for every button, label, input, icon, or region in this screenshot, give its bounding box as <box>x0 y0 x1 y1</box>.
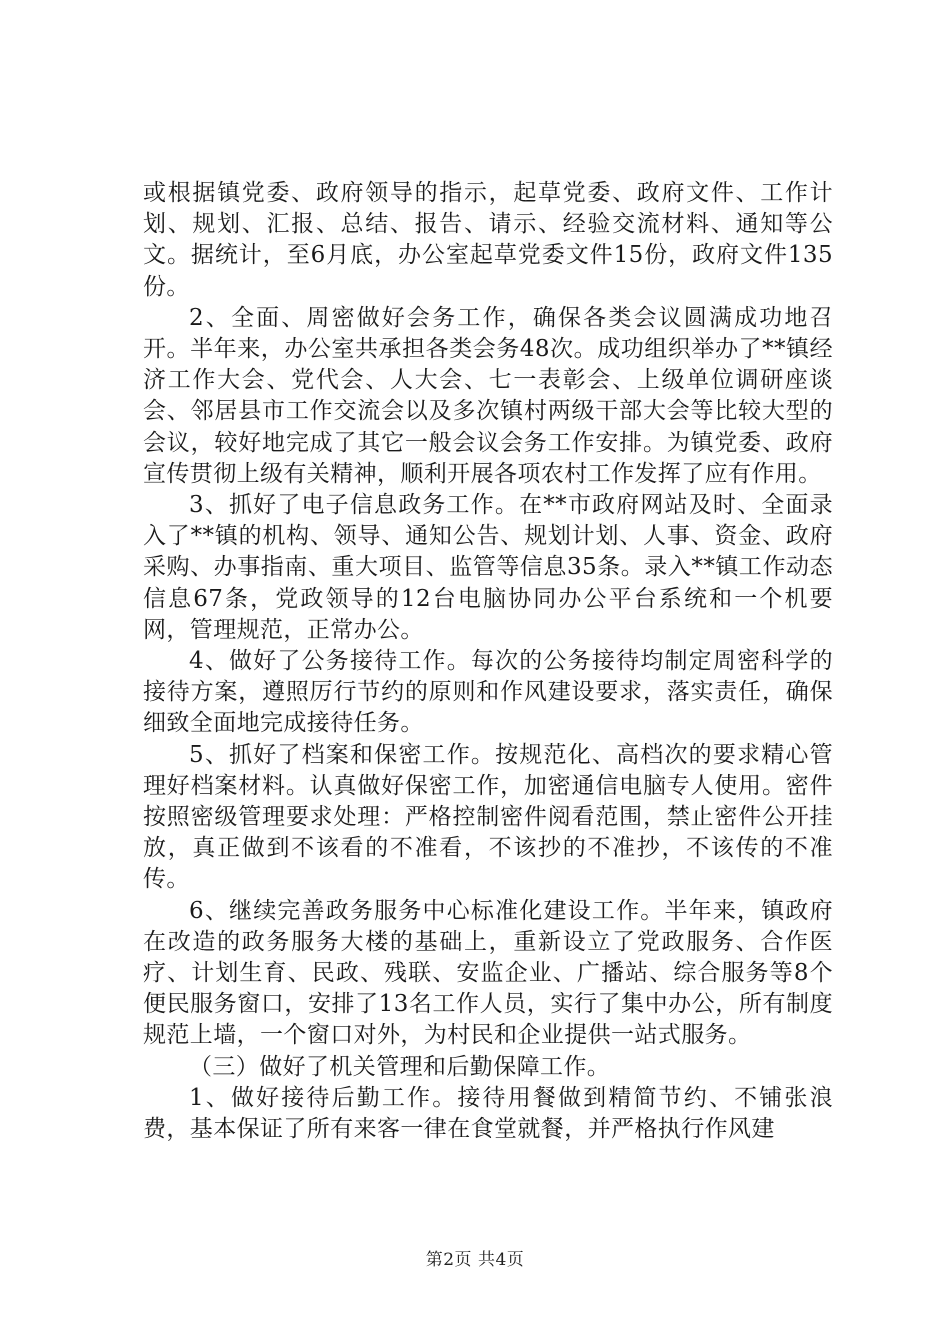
paragraph-7: 1、做好接待后勤工作。接待用餐做到精简节约、不铺张浪费，基本保证了所有来客一律在食堂就餐，并严格执行作风建 <box>143 1084 833 1143</box>
paragraph-3: 3、抓好了电子信息政务工作。在**市政府网站及时、全面录入了**镇的机构、领导、通知公告、规划计划、人事、资金、政府采购、办事指南、重大项目、监管等信息35条。录入**镇工作动态信息67条，党政领导的12台电脑协同办公平台系统和一个机要网，管理规范，正常办公。 <box>143 492 833 643</box>
page-footer <box>0 1245 950 1270</box>
paragraph-5: 5、抓好了档案和保密工作。按规范化、高档次的要求精心管理好档案材料。认真做好保密工作，加密通信电脑专人使用。密件按照密级管理要求处理：严格控制密件阅看范围，禁止密件公开挂放，真正做到不该看的不准看，不该抄的不准抄，不该传的不准传。 <box>143 741 833 893</box>
paragraph-4: 4、做好了公务接待工作。每次的公务接待均制定周密科学的接待方案，遵照厉行节约的原则和作风建设要求，落实责任，确保细致全面地完成接待任务。 <box>143 648 833 737</box>
page-number-label: 第2页 共4页 <box>425 1250 525 1270</box>
paragraph-2: 2、全面、周密做好会务工作，确保各类会议圆满成功地召开。半年来，办公室共承担各类会务48次。成功组织举办了**镇经济工作大会、党代会、人大会、七一表彰会、上级单位调研座谈会、邻居县市工作交流会以及多次镇村两级干部大会等比较大型的会议，较好地完成了其它一般会议会务工作安排。为镇党委、政府宣传贯彻上级有关精神，顺利开展各项农村工作发挥了应有作用。 <box>143 304 833 487</box>
document-body <box>143 178 833 1145</box>
section-heading: （三）做好了机关管理和后勤保障工作。 <box>189 1053 611 1080</box>
paragraph-6: 6、继续完善政务服务中心标准化建设工作。半年来，镇政府在改造的政务服务大楼的基础上，重新设立了党政服务、合作医疗、计划生育、民政、残联、安监企业、广播站、综合服务等8个便民服务窗口，安排了13名工作人员，实行了集中办公，所有制度规范上墙，一个窗口对外，为村民和企业提供一站式服务。 <box>143 897 833 1049</box>
paragraph-1: 或根据镇党委、政府领导的指示，起草党委、政府文件、工作计划、规划、汇报、总结、报告、请示、经验交流材料、通知等公文。据统计，至6月底，办公室起草党委文件15份，政府文件135份。 <box>143 180 833 300</box>
